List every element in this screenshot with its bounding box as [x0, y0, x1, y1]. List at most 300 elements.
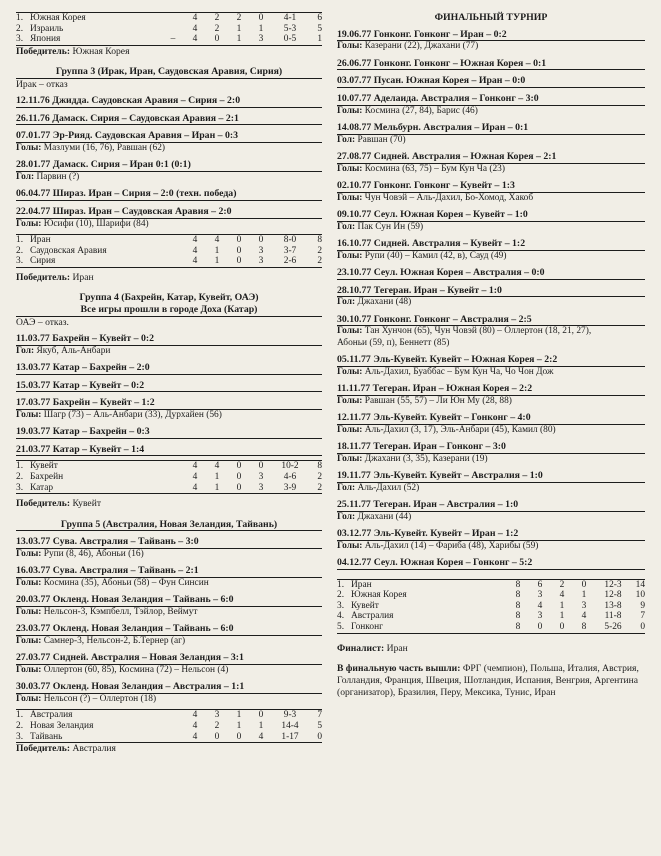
match-block — [16, 397, 322, 421]
match-block — [337, 238, 645, 262]
wins-cell: 1 — [206, 483, 228, 494]
wins-cell: 3 — [537, 590, 543, 601]
extra-cell: – — [162, 34, 184, 45]
scorers-label: Гол: — [337, 482, 356, 493]
qualified-list: ФРГ (чемпион), Польша, Италия, Австрия, Голландия, Франция, Швеция, Шотландия, Испания, Венгрия, Аргентина (организатор), Бразилия, Перу, Мексика, Тунис, Иран — [337, 662, 639, 698]
spacer-cell — [162, 461, 184, 472]
match-scorers — [337, 425, 645, 436]
draws-cell: 0 — [228, 234, 250, 245]
wins-cell: 4 — [206, 461, 228, 472]
match-header: 19.03.77 Катар – Бахрейн – 0:3 — [16, 426, 322, 439]
team-cell: Бахрейн — [30, 471, 64, 482]
final-standings-body — [337, 579, 645, 633]
scorers-text: Нельсон (?) – Оллертон (18) — [43, 693, 157, 704]
pos-cell: 1. — [16, 461, 30, 472]
scorers-text: Рупи (40) – Камил (42, в), Сауд (49) — [364, 250, 507, 261]
qualified-label: В финальную часть вышли: — [337, 662, 461, 674]
points-cell: 10 — [635, 590, 645, 601]
group5-winner-line — [16, 743, 322, 754]
wins-cell: 3 — [206, 710, 228, 721]
match-block — [16, 113, 322, 126]
scorers-text: Чун Човэй – Аль-Дахил, Бо-Хомод, Хакоб — [364, 192, 534, 203]
group4-matches — [16, 333, 322, 456]
scorers-label: Голы: — [337, 540, 363, 551]
team-cell: Япония — [30, 34, 162, 45]
played-cell: 4 — [192, 245, 198, 256]
match-block — [16, 594, 322, 618]
played-cell: 4 — [192, 23, 198, 34]
match-header: 04.12.77 Сеул. Южная Корея – Гонконг – 5:2 — [337, 557, 645, 570]
scorers-text: Космина (27, 84), Барис (46) — [364, 105, 478, 116]
extra-cell — [162, 24, 184, 35]
match-scorers — [337, 106, 645, 117]
group3-standings-body — [16, 234, 322, 267]
draws-cell: 1 — [236, 720, 242, 731]
match-block — [16, 444, 322, 457]
losses-cell: 0 — [250, 13, 272, 24]
match-block — [337, 441, 645, 465]
scorers-text: Самнер-3, Нельсон-2, Б.Тернер (аг) — [43, 635, 186, 646]
scorers-label: Голы: — [337, 395, 363, 406]
goals-cell: 4-6 — [283, 471, 297, 482]
scorers-label: Голы: — [337, 326, 363, 337]
finalist-label: Финалист: — [337, 642, 385, 654]
match-block — [16, 362, 322, 375]
goals-cell: 5-26 — [595, 622, 631, 633]
scorers-label: Гол: — [337, 221, 356, 232]
scorers-text: Аль-Дахил, Буаббас – Бум Кун Ча, Чо Чон Дож — [364, 366, 554, 377]
match-block — [337, 93, 645, 117]
points-cell: 2 — [317, 471, 322, 482]
match-header: 26.11.76 Дамаск. Сирия – Саудовская Аравия – 2:1 — [16, 113, 322, 126]
match-header: 05.11.77 Эль-Кувейт. Кувейт – Южная Корея – 2:2 — [337, 354, 645, 367]
team-cell: Новая Зеландия — [30, 720, 94, 731]
table-row — [16, 721, 322, 732]
scorers-label: Голы: — [16, 635, 42, 646]
spacer-cell — [162, 246, 184, 257]
scorers-text: Космина (35), Абоньи (58) – Фун Синсин — [43, 577, 209, 588]
qualified-teams — [337, 663, 645, 698]
scorers-text: Аль-Дахил (52) — [357, 482, 420, 493]
played-cell: 4 — [184, 710, 206, 721]
final-tournament-title: ФИНАЛЬНЫЙ ТУРНИР — [434, 12, 548, 23]
team-cell: Иран — [30, 234, 162, 245]
points-cell: 5 — [317, 23, 322, 34]
wins-cell: 0 — [529, 622, 551, 633]
match-header: 11.03.77 Бахрейн – Кувейт – 0:2 — [16, 333, 322, 346]
spacer-cell — [485, 601, 507, 612]
scorers-text: Пак Сун Ин (59) — [357, 221, 424, 232]
match-header: 21.03.77 Катар – Кувейт – 1:4 — [16, 444, 322, 457]
match-header: 19.11.77 Эль-Кувейт. Кувейт – Австралия – 1:0 — [337, 470, 645, 483]
match-scorers — [337, 483, 645, 494]
wins-cell: 2 — [214, 23, 220, 34]
goals-cell: 1-17 — [272, 732, 308, 743]
scorers-label: Голы: — [337, 453, 363, 464]
wins-cell: 1 — [214, 245, 220, 256]
match-block — [16, 536, 322, 560]
team-cell: Австралия — [30, 710, 162, 721]
scorers-label: Голы: — [337, 366, 363, 377]
match-scorers — [16, 578, 322, 589]
wins-cell: 2 — [214, 720, 220, 731]
group4-standings-table — [16, 460, 322, 494]
team-cell: Катар — [30, 483, 162, 494]
group3-winner-line — [16, 272, 322, 283]
match-block — [337, 412, 645, 436]
draws-cell: 0 — [228, 256, 250, 267]
match-header: 03.07.77 Пусан. Южная Корея – Иран – 0:0 — [337, 75, 645, 88]
wins-cell: 4 — [537, 600, 543, 611]
goals-cell: 5-3 — [283, 23, 297, 34]
match-scorers — [337, 541, 645, 552]
winner-label: Победитель: — [16, 271, 71, 283]
match-scorers — [337, 222, 645, 233]
draws-cell: 0 — [228, 732, 250, 743]
match-scorers — [337, 135, 645, 146]
match-header: 16.10.77 Сидней. Австралия – Кувейт – 1:2 — [337, 238, 645, 251]
table-row — [337, 579, 645, 590]
points-cell: 2 — [317, 245, 322, 256]
match-block — [337, 209, 645, 233]
goals-cell: 0-5 — [272, 34, 308, 45]
scorers-text: Джахани (3, 35), Казерани (19) — [364, 453, 488, 464]
winner-label: Победитель: — [16, 45, 71, 57]
scorers-text: Юсифи (10), Шарифи (84) — [43, 218, 149, 229]
losses-cell: 3 — [258, 471, 264, 482]
match-header: 20.03.77 Окленд. Новая Зеландия – Тайвань – 6:0 — [16, 594, 322, 607]
pos-cell: 1. — [16, 13, 30, 24]
match-block — [337, 383, 645, 407]
match-scorers — [16, 410, 322, 421]
group4-standings-body — [16, 461, 322, 494]
played-cell: 8 — [515, 611, 521, 622]
losses-cell: 3 — [250, 256, 272, 267]
table-row — [16, 483, 322, 494]
scorers-text: Шагр (73) – Аль-Анбари (33), Дурхайен (56) — [43, 409, 222, 420]
played-cell: 4 — [184, 234, 206, 245]
match-block — [16, 130, 322, 154]
match-scorers — [16, 636, 322, 647]
goals-cell: 4-1 — [272, 13, 308, 24]
team-cell: Саудовская Аравия — [30, 245, 107, 256]
scorers-text: Парвин (?) — [36, 171, 80, 182]
scorers-text: Казерани (22), Джахани (77) — [364, 41, 479, 52]
pos-cell: 1. — [337, 579, 351, 590]
group4-title: Группа 4 (Бахрейн, Катар, Кувейт, ОАЭ) — [79, 292, 259, 304]
losses-cell: 3 — [258, 245, 264, 256]
match-header: 22.04.77 Шираз. Иран – Саудовская Аравия – 2:0 — [16, 206, 322, 219]
draws-cell: 0 — [551, 622, 573, 633]
scorers-label: Гол: — [16, 345, 35, 356]
losses-cell: 4 — [250, 732, 272, 743]
scorers-label: Голы: — [337, 250, 363, 261]
table-row — [16, 234, 322, 245]
played-cell: 4 — [184, 34, 206, 45]
match-block — [337, 151, 645, 175]
scorers-label: Гол: — [337, 297, 356, 308]
match-scorers — [337, 512, 645, 523]
team-cell: Тайвань — [30, 732, 162, 743]
wins-cell: 0 — [206, 732, 228, 743]
pos-cell: 4. — [337, 611, 345, 622]
winner-value: Австралия — [72, 743, 116, 755]
goals-cell: 14-4 — [281, 720, 299, 731]
match-header: 06.04.77 Шираз. Иран – Сирия – 2:0 (техн. победа) — [16, 188, 322, 201]
match-scorers — [337, 367, 645, 378]
goals-cell: 8-0 — [272, 234, 308, 245]
match-block — [16, 652, 322, 676]
goals-cell: 9-3 — [272, 710, 308, 721]
played-cell: 4 — [184, 483, 206, 494]
losses-cell: 8 — [573, 622, 595, 633]
finalist-line — [337, 643, 645, 654]
scorers-label: Голы: — [337, 105, 363, 116]
winner-value: Кувейт — [72, 498, 102, 510]
match-block — [16, 380, 322, 393]
points-cell: 8 — [308, 234, 322, 245]
points-cell: 7 — [308, 710, 322, 721]
group3-matches — [16, 95, 322, 230]
goals-cell: 11-8 — [604, 611, 622, 622]
table-row — [16, 246, 322, 257]
scorers-label: Голы: — [337, 163, 363, 174]
points-cell: 0 — [631, 622, 645, 633]
winner-value: Южная Корея — [72, 45, 130, 57]
scorers-label: Голы: — [16, 693, 42, 704]
match-header: 30.03.77 Окленд. Новая Зеландия – Австралия – 1:1 — [16, 681, 322, 694]
group4-winner-line — [16, 498, 322, 509]
goals-cell: 12-8 — [604, 590, 622, 601]
match-header: 13.03.77 Сува. Австралия – Тайвань – 3:0 — [16, 536, 322, 549]
draws-cell: 4 — [559, 590, 565, 601]
played-cell: 4 — [192, 720, 198, 731]
match-scorers — [337, 396, 645, 407]
match-scorers — [337, 326, 645, 337]
match-header: 16.03.77 Сува. Австралия – Тайвань – 2:1 — [16, 565, 322, 578]
match-block — [337, 58, 645, 71]
losses-cell: 0 — [250, 234, 272, 245]
team-cell: Южная Корея — [351, 590, 407, 601]
final-matches — [337, 29, 645, 570]
goals-cell: 12-3 — [595, 579, 631, 590]
team-cell: Южная Корея — [30, 13, 162, 24]
losses-cell: 3 — [250, 34, 272, 45]
pos-cell: 3. — [16, 34, 30, 45]
draws-cell: 1 — [228, 34, 250, 45]
losses-cell: 1 — [258, 720, 264, 731]
table-row — [337, 622, 645, 633]
group2-standings-body — [16, 13, 322, 46]
match-header: 25.11.77 Тегеран. Иран – Австралия – 1:0 — [337, 499, 645, 512]
losses-cell: 3 — [581, 600, 587, 611]
match-block — [337, 29, 645, 53]
match-header: 28.01.77 Дамаск. Сирия – Иран 0:1 (0:1) — [16, 159, 322, 172]
team-cell: Сирия — [30, 256, 162, 267]
match-header: 27.03.77 Сидней. Австралия – Новая Зеландия – 3:1 — [16, 652, 322, 665]
match-header: 23.03.77 Окленд. Новая Зеландия – Тайвань – 6:0 — [16, 623, 322, 636]
table-row — [337, 611, 645, 622]
scorers-label: Гол: — [337, 511, 356, 522]
scorers-text: Джахани (44) — [357, 511, 412, 522]
match-block — [337, 499, 645, 523]
played-cell: 8 — [507, 579, 529, 590]
scorers-text: Мазлуми (16, 76), Равшан (62) — [43, 142, 166, 153]
match-header: 26.06.77 Гонконг. Гонконг – Южная Корея – 0:1 — [337, 58, 645, 71]
extra-cell — [162, 13, 184, 24]
group5-standings-body — [16, 710, 322, 743]
match-block — [337, 470, 645, 494]
team-cell: Кувейт — [351, 600, 379, 611]
match-block — [337, 557, 645, 570]
match-header: 13.03.77 Катар – Бахрейн – 2:0 — [16, 362, 322, 375]
match-header: 10.07.77 Аделаида. Австралия – Гонконг – 3:0 — [337, 93, 645, 106]
match-block — [16, 623, 322, 647]
match-block — [16, 159, 322, 183]
match-scorers-cont: Абоньи (59, п), Беннетт (85) — [337, 337, 450, 348]
match-scorers — [16, 143, 322, 154]
table-row — [16, 732, 322, 743]
match-scorers — [337, 297, 645, 308]
losses-cell: 0 — [250, 710, 272, 721]
scorers-text: Тан Хунчон (65), Чун Човэй (80) – Оллертон (18, 21, 27), — [364, 326, 592, 337]
scorers-label: Голы: — [16, 548, 42, 559]
scorers-label: Голы: — [16, 664, 42, 675]
scorers-label: Голы: — [16, 577, 42, 588]
group5-matches — [16, 536, 322, 705]
match-header: 23.10.77 Сеул. Южная Корея – Австралия – 0:0 — [337, 267, 645, 280]
match-block — [337, 528, 645, 552]
match-header: 30.10.77 Гонконг. Гонконг – Австралия – 2:5 — [337, 314, 645, 327]
match-scorers — [337, 251, 645, 262]
points-cell: 2 — [308, 483, 322, 494]
match-header: 17.03.77 Бахрейн – Кувейт – 1:2 — [16, 397, 322, 410]
match-block — [16, 206, 322, 230]
spacer-cell — [162, 256, 184, 267]
points-cell: 0 — [308, 732, 322, 743]
table-row — [16, 24, 322, 35]
losses-cell: 4 — [581, 611, 587, 622]
draws-cell: 1 — [559, 611, 565, 622]
scorers-text: Рупи (8, 46), Абоньи (16) — [43, 548, 144, 559]
match-header: 28.10.77 Тегеран. Иран – Кувейт – 1:0 — [337, 285, 645, 298]
goals-cell: 3-7 — [283, 245, 297, 256]
match-header: 14.08.77 Мельбурн. Австралия – Иран – 0:1 — [337, 122, 645, 135]
match-block — [16, 681, 322, 705]
table-row — [16, 710, 322, 721]
played-cell: 8 — [507, 622, 529, 633]
team-cell: Кувейт — [30, 461, 162, 472]
scorers-label: Голы: — [337, 41, 363, 52]
scorers-text: Равшан (55, 57) – Ли Юн Му (28, 88) — [364, 395, 512, 406]
scorers-label: Голы: — [16, 409, 42, 420]
team-cell: Австралия — [351, 611, 394, 622]
points-cell: 1 — [308, 34, 322, 45]
group2-standings-table — [16, 12, 322, 46]
scorers-text: Джахани (48) — [357, 297, 412, 308]
match-block — [337, 267, 645, 280]
played-cell: 4 — [184, 256, 206, 267]
match-block — [16, 333, 322, 357]
match-block — [337, 314, 645, 349]
match-block — [337, 75, 645, 88]
match-block — [337, 285, 645, 309]
match-header: 11.11.77 Тегеран. Иран – Южная Корея – 2:2 — [337, 383, 645, 396]
scorers-label: Голы: — [337, 424, 363, 435]
losses-cell: 0 — [573, 579, 595, 590]
table-row — [337, 601, 645, 612]
match-header: 09.10.77 Сеул. Южная Корея – Кувейт – 1:0 — [337, 209, 645, 222]
losses-cell: 1 — [258, 23, 264, 34]
match-header: 18.11.77 Тегеран. Иран – Гонконг – 3:0 — [337, 441, 645, 454]
spacer-cell — [485, 590, 507, 601]
match-header: 02.10.77 Гонконг. Гонконг – Кувейт – 1:3 — [337, 180, 645, 193]
table-row — [337, 590, 645, 601]
spacer-cell — [162, 234, 184, 245]
pos-cell: 2. — [16, 720, 24, 731]
match-scorers — [337, 164, 645, 175]
pos-cell: 1. — [16, 710, 30, 721]
wins-cell: 1 — [206, 256, 228, 267]
spacer-cell — [162, 472, 184, 483]
scorers-label: Голы: — [16, 218, 42, 229]
draws-cell: 1 — [228, 710, 250, 721]
draws-cell: 0 — [236, 471, 242, 482]
pos-cell: 2. — [337, 590, 345, 601]
pos-cell: 2. — [16, 23, 24, 34]
scorers-label: Голы: — [16, 142, 42, 153]
match-scorers — [16, 694, 322, 705]
match-block — [337, 354, 645, 378]
scorers-text: Аль-Дахил (3, 17), Эль-Анбари (45), Камил (80) — [364, 424, 556, 435]
scorers-text: Аль-Дахил (14) – Фариба (48), Харибы (59) — [364, 540, 539, 551]
wins-cell: 0 — [206, 34, 228, 45]
group2-winner-line — [16, 46, 322, 57]
table-row — [16, 34, 322, 45]
losses-cell: 0 — [250, 461, 272, 472]
match-block — [16, 565, 322, 589]
points-cell: 14 — [631, 579, 645, 590]
scorers-text: Оллертон (60, 85), Космина (72) – Нельсон (4) — [43, 664, 229, 675]
draws-cell: 0 — [228, 483, 250, 494]
played-cell: 4 — [192, 471, 198, 482]
draws-cell: 1 — [559, 600, 565, 611]
match-header: 15.03.77 Катар – Кувейт – 0:2 — [16, 380, 322, 393]
group3-note: Ирак – отказ — [16, 78, 68, 90]
pos-cell: 3. — [16, 483, 30, 494]
losses-cell: 1 — [581, 590, 587, 601]
points-cell: 6 — [308, 13, 322, 24]
match-block — [337, 180, 645, 204]
team-cell: Иран — [351, 579, 485, 590]
scorers-label: Гол: — [16, 171, 35, 182]
group5-standings-table — [16, 709, 322, 743]
table-row — [16, 461, 322, 472]
wins-cell: 1 — [214, 471, 220, 482]
points-cell: 9 — [640, 600, 645, 611]
match-scorers — [16, 549, 322, 560]
left-column — [16, 12, 322, 755]
scorers-text: Нельсон-3, Кэмпбелл, Тэйлор, Веймут — [43, 606, 198, 617]
scorers-text: Якуб, Аль-Анбари — [36, 345, 111, 356]
team-cell: Гонконг — [351, 622, 485, 633]
match-block — [16, 95, 322, 108]
final-standings-table — [337, 579, 645, 634]
points-cell: 8 — [308, 461, 322, 472]
match-scorers — [337, 454, 645, 465]
scorers-text: Равшан (70) — [357, 134, 406, 145]
played-cell: 4 — [184, 461, 206, 472]
